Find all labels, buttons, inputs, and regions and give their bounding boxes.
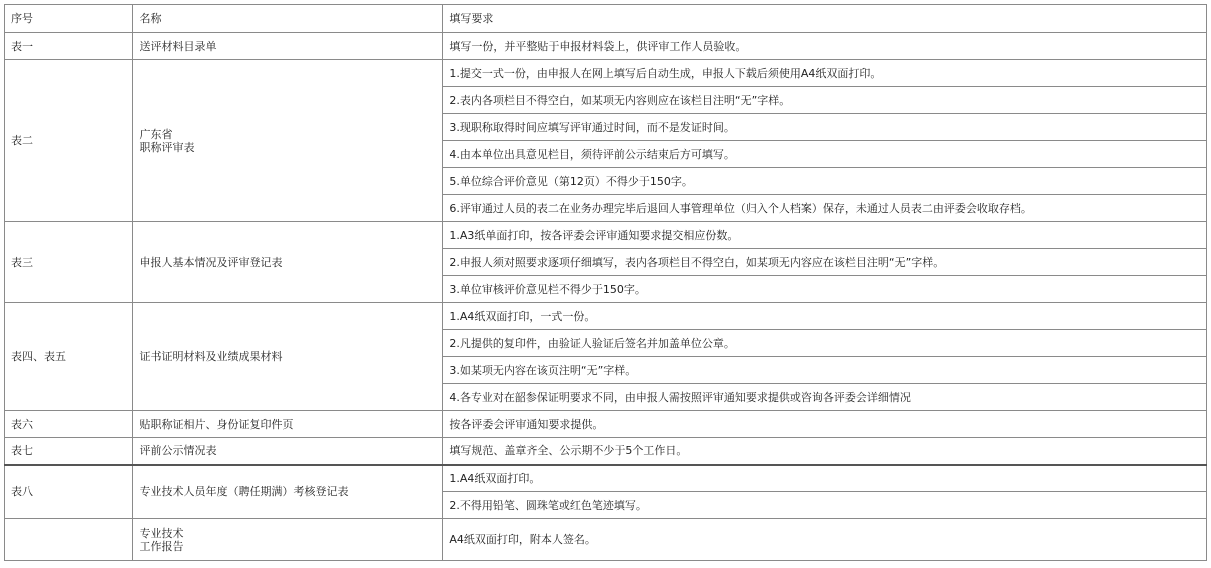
table-row — [5, 222, 1207, 249]
table-row — [5, 519, 1207, 561]
row-name-text: 证书证明材料及业绩成果材料 — [139, 350, 283, 363]
row-name-cell — [133, 222, 443, 303]
row-requirement-cell: 1.提交一式一份，由申报人在网上填写后自动生成，申报人下载后须使用A4纸双面打印。 — [443, 60, 1207, 87]
row-index-cell: 表四、表五 — [5, 303, 133, 411]
row-index-cell: 表八 — [5, 465, 133, 519]
row-requirement-cell: 2.凡提供的复印件，由验证人验证后签名并加盖单位公章。 — [443, 330, 1207, 357]
row-index-cell: 表六 — [5, 411, 133, 438]
row-requirement-cell: 按各评委会评审通知要求提供。 — [443, 411, 1207, 438]
row-requirement-cell: 4.由本单位出具意见栏目，须待评前公示结束后方可填写。 — [443, 141, 1207, 168]
row-name-text: 评前公示情况表 — [139, 444, 217, 458]
row-requirement-cell: 4.各专业对在韶参保证明要求不同，由申报人需按照评审通知要求提供或咨询各评委会详细情况 — [443, 384, 1207, 411]
row-index-cell: 表三 — [5, 222, 133, 303]
row-requirement-cell: 3.现职称取得时间应填写评审通过时间，而不是发证时间。 — [443, 114, 1207, 141]
row-requirement-cell: 2.不得用铅笔、圆珠笔或红色笔迹填写。 — [443, 492, 1207, 519]
row-requirement-cell: 3.如某项无内容在该页注明“无”字样。 — [443, 357, 1207, 384]
row-requirement-cell: A4纸双面打印，附本人签名。 — [443, 519, 1207, 561]
requirements-table-wrapper — [4, 4, 1207, 561]
table-row — [5, 411, 1207, 438]
row-requirement-cell: 2.表内各项栏目不得空白，如某项无内容则应在该栏目注明“无”字样。 — [443, 87, 1207, 114]
table-row — [5, 465, 1207, 492]
row-name-cell — [133, 303, 443, 411]
row-name-cell — [133, 33, 443, 60]
row-name-text: 专业技术人员年度（聘任期满）考核登记表 — [139, 485, 349, 499]
table-row — [5, 438, 1207, 465]
header-name: 名称 — [133, 5, 443, 33]
row-requirement-cell: 1.A4纸双面打印，一式一份。 — [443, 303, 1207, 330]
row-index-cell — [5, 519, 133, 561]
row-index-cell: 表一 — [5, 33, 133, 60]
row-name-text: 广东省 — [139, 127, 173, 141]
row-index-cell: 表二 — [5, 60, 133, 222]
row-requirement-cell: 5.单位综合评价意见（第12页）不得少于150字。 — [443, 168, 1207, 195]
table-body — [5, 33, 1207, 561]
header-index: 序号 — [5, 5, 133, 33]
row-requirement-cell: 1.A4纸双面打印。 — [443, 465, 1207, 492]
row-name-text: 专业技术 — [139, 526, 184, 540]
row-name-cell — [133, 411, 443, 438]
row-requirement-cell: 1.A3纸单面打印，按各评委会评审通知要求提交相应份数。 — [443, 222, 1207, 249]
row-requirement-cell: 6.评审通过人员的表二在业务办理完毕后退回人事管理单位（归入个人档案）保存，未通过人员表二由评委会收取存档。 — [443, 195, 1207, 222]
row-name-cell — [133, 519, 443, 561]
row-name-text: 职称评审表 — [139, 140, 195, 154]
row-requirement-cell: 填写规范、盖章齐全、公示期不少于5个工作日。 — [443, 438, 1207, 465]
table-row — [5, 303, 1207, 330]
row-index-cell: 表七 — [5, 438, 133, 465]
header-row — [5, 5, 1207, 33]
row-requirement-cell: 3.单位审核评价意见栏不得少于150字。 — [443, 276, 1207, 303]
table-row — [5, 60, 1207, 87]
row-name-cell — [133, 60, 443, 222]
row-name-text: 送评材料目录单 — [139, 39, 217, 53]
row-requirement-cell: 填写一份，并平整贴于申报材料袋上，供评审工作人员验收。 — [443, 33, 1207, 60]
header-requirement: 填写要求 — [443, 5, 1207, 33]
row-name-cell — [133, 465, 443, 519]
table-row — [5, 33, 1207, 60]
requirements-table — [4, 4, 1207, 561]
row-name-cell — [133, 438, 443, 465]
row-requirement-cell: 2.申报人须对照要求逐项仔细填写，表内各项栏目不得空白，如某项无内容应在该栏目注明“无”字样。 — [443, 249, 1207, 276]
row-name-text: 贴职称证相片、身份证复印件页 — [139, 417, 294, 431]
row-name-text: 工作报告 — [139, 539, 184, 553]
row-name-text: 申报人基本情况及评审登记表 — [139, 255, 283, 269]
